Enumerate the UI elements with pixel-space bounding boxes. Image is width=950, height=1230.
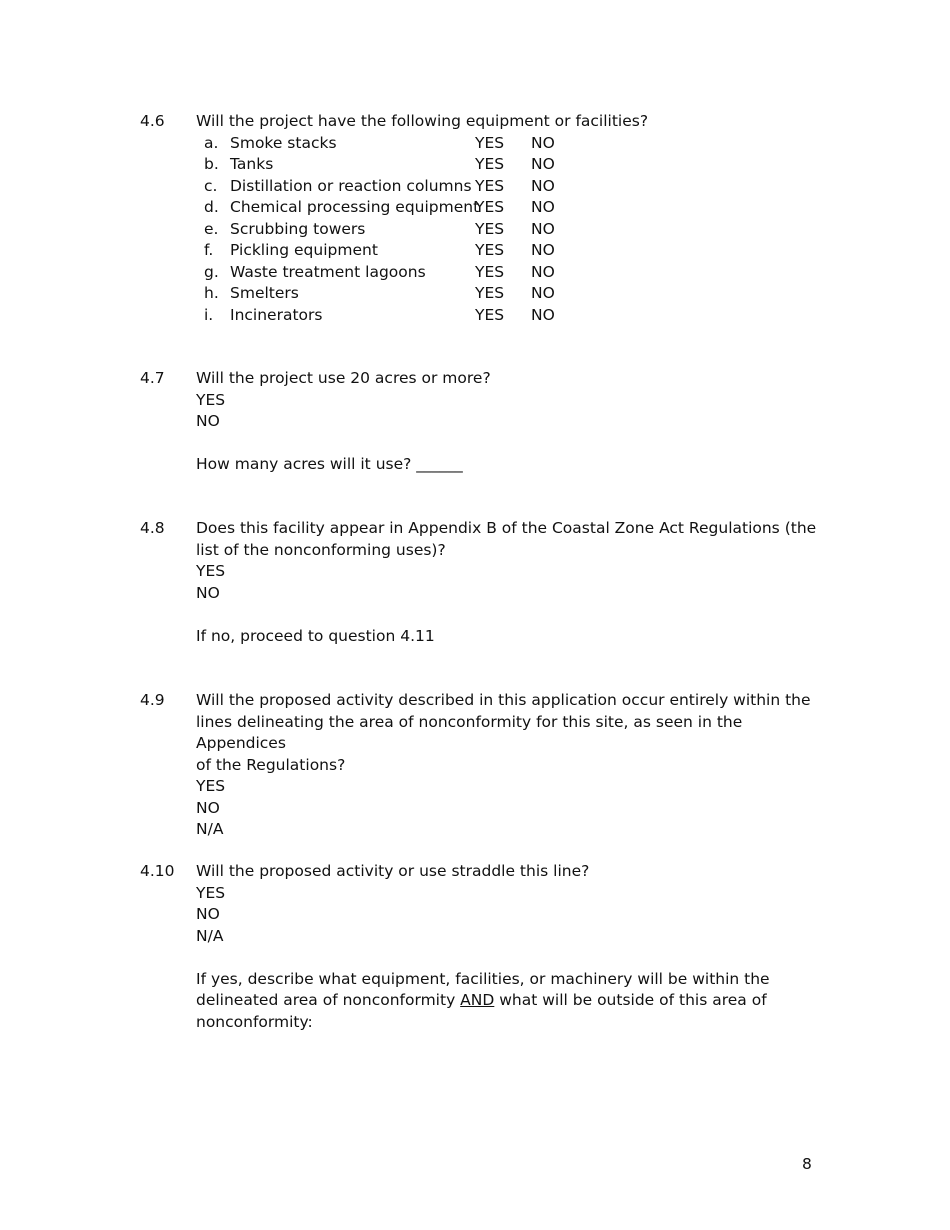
item-letter: h. bbox=[204, 284, 219, 302]
question-number: 4.7 bbox=[140, 369, 165, 387]
question-text-line: lines delineating the area of nonconformity for this site, as seen in the Appendices bbox=[196, 712, 743, 752]
no-option[interactable]: NO bbox=[531, 155, 555, 173]
yes-option[interactable]: YES bbox=[196, 883, 226, 902]
item-label: Smelters bbox=[230, 284, 299, 302]
question-text: Will the project use 20 acres or more? bbox=[196, 369, 491, 387]
item-label: Waste treatment lagoons bbox=[230, 262, 426, 281]
equipment-row bbox=[204, 133, 820, 155]
question-4-9 bbox=[140, 690, 820, 841]
yes-option[interactable]: YES bbox=[475, 155, 505, 173]
yes-option[interactable]: YES bbox=[196, 777, 226, 795]
no-option[interactable]: NO bbox=[531, 284, 555, 302]
question-number: 4.8 bbox=[140, 519, 165, 537]
no-option[interactable]: NO bbox=[196, 412, 220, 430]
question-number: 4.6 bbox=[140, 112, 165, 130]
question-4-7 bbox=[140, 368, 820, 476]
yes-option[interactable]: YES bbox=[475, 133, 505, 152]
question-number: 4.9 bbox=[140, 691, 165, 709]
yes-option[interactable]: YES bbox=[196, 390, 226, 409]
item-letter: i. bbox=[204, 305, 214, 324]
no-option[interactable]: NO bbox=[196, 583, 220, 602]
item-label: Scrubbing towers bbox=[230, 219, 366, 238]
no-option[interactable]: NO bbox=[531, 262, 555, 281]
no-option[interactable]: NO bbox=[531, 176, 555, 195]
describe-text-pre: delineated area of nonconformity bbox=[196, 991, 461, 1009]
yes-option[interactable]: YES bbox=[475, 262, 505, 281]
item-letter: f. bbox=[204, 241, 214, 259]
question-text-line: list of the nonconforming uses)? bbox=[196, 540, 446, 559]
question-text-line: Will the proposed activity described in this application occur entirely within the bbox=[196, 691, 811, 709]
yes-option[interactable]: YES bbox=[475, 284, 505, 302]
item-letter: c. bbox=[204, 176, 218, 195]
equipment-list bbox=[196, 133, 820, 327]
yes-option[interactable]: YES bbox=[475, 305, 505, 324]
question-number: 4.10 bbox=[140, 862, 175, 880]
item-letter: e. bbox=[204, 219, 219, 238]
equipment-row bbox=[204, 176, 820, 198]
question-4-10 bbox=[140, 861, 820, 1033]
question-4-6 bbox=[140, 111, 820, 326]
item-letter: d. bbox=[204, 198, 219, 216]
describe-instruction-line: If yes, describe what equipment, facilities, or machinery will be within the bbox=[196, 969, 770, 988]
item-label: Distillation or reaction columns bbox=[230, 176, 472, 195]
yes-option[interactable]: YES bbox=[196, 562, 226, 580]
question-text: Will the proposed activity or use straddle this line? bbox=[196, 862, 590, 880]
no-option[interactable]: NO bbox=[531, 241, 555, 259]
item-label: Tanks bbox=[230, 155, 274, 173]
yes-option[interactable]: YES bbox=[475, 219, 505, 238]
item-label: Incinerators bbox=[230, 305, 323, 324]
no-option[interactable]: NO bbox=[531, 133, 555, 152]
question-text: Will the project have the following equipment or facilities? bbox=[196, 112, 649, 130]
equipment-row bbox=[204, 283, 820, 305]
yes-option[interactable]: YES bbox=[475, 241, 505, 259]
question-text-line: of the Regulations? bbox=[196, 755, 346, 774]
instruction-note: If no, proceed to question 4.11 bbox=[196, 626, 435, 645]
item-label: Smoke stacks bbox=[230, 133, 337, 152]
item-label: Pickling equipment bbox=[230, 241, 378, 259]
equipment-row bbox=[204, 262, 820, 284]
item-letter: a. bbox=[204, 133, 219, 152]
item-letter: g. bbox=[204, 262, 219, 281]
question-4-8 bbox=[140, 518, 820, 647]
item-letter: b. bbox=[204, 155, 219, 173]
no-option[interactable]: NO bbox=[531, 305, 555, 324]
question-text-line: Does this facility appear in Appendix B of the Coastal Zone Act Regulations (the bbox=[196, 519, 817, 537]
equipment-row bbox=[204, 197, 820, 219]
equipment-row bbox=[204, 219, 820, 241]
na-option[interactable]: N/A bbox=[196, 820, 224, 838]
acres-question[interactable]: How many acres will it use? ______ bbox=[196, 455, 463, 473]
no-option[interactable]: NO bbox=[531, 198, 555, 216]
describe-instruction-line: nonconformity: bbox=[196, 1012, 313, 1031]
yes-option[interactable]: YES bbox=[475, 176, 505, 195]
no-option[interactable]: NO bbox=[196, 905, 220, 923]
describe-text-post: what will be outside of this area of bbox=[494, 991, 767, 1009]
na-option[interactable]: N/A bbox=[196, 926, 224, 945]
and-emphasis: AND bbox=[460, 991, 495, 1009]
page-number: 8 bbox=[802, 1155, 812, 1173]
yes-option[interactable]: YES bbox=[475, 198, 505, 216]
describe-instruction-line bbox=[196, 990, 820, 1012]
no-option[interactable]: NO bbox=[196, 798, 220, 817]
no-option[interactable]: NO bbox=[531, 219, 555, 238]
equipment-row bbox=[204, 305, 820, 327]
equipment-row bbox=[204, 240, 820, 262]
equipment-row bbox=[204, 154, 820, 176]
item-label: Chemical processing equipment bbox=[230, 198, 480, 216]
